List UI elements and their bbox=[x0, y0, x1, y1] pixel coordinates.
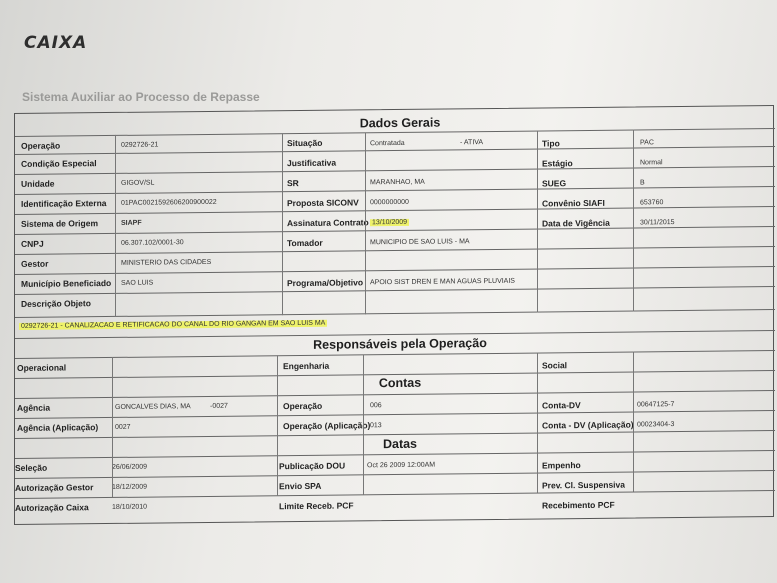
idext-value: 01PAC0021592606200900022 bbox=[121, 198, 217, 207]
selecao-label: Seleção bbox=[15, 462, 48, 473]
limite-label: Limite Receb. PCF bbox=[279, 500, 354, 512]
tomador-value: MUNICIPIO DE SAO LUIS - MA bbox=[370, 238, 470, 247]
section-datas: Datas bbox=[382, 436, 418, 452]
report-form bbox=[14, 105, 774, 525]
assinatura-date: 13/10/2009 bbox=[372, 218, 408, 227]
sisorig-label: Sistema de Origem bbox=[21, 218, 99, 229]
assinatura-value bbox=[370, 219, 409, 226]
autcaixa-label: Autorização Caixa bbox=[15, 502, 89, 513]
assinatura-label: Assinatura Contrato bbox=[287, 217, 369, 229]
sueg-value: B bbox=[640, 179, 645, 187]
section-responsaveis: Responsáveis pela Operação bbox=[313, 336, 487, 352]
siconv-label: Proposta SICONV bbox=[287, 197, 359, 209]
siconv-value: 0000000000 bbox=[370, 198, 409, 207]
programa-label: Programa/Objetivo bbox=[287, 277, 364, 289]
condicao-label: Condição Especial bbox=[21, 158, 97, 169]
gestor-label: Gestor bbox=[21, 258, 49, 269]
sisorig-value: SIAPF bbox=[121, 219, 142, 227]
descricao-label: Descrição Objeto bbox=[21, 298, 91, 309]
descricao-text: 0292726-21 - CANALIZACAO E RETIFICACAO DO CANAL DO RIO GANGAN EM SAO LUIS MA bbox=[21, 319, 326, 330]
pubdou-label: Publicação DOU bbox=[279, 460, 346, 472]
situacao-status: - ATIVA bbox=[460, 139, 484, 147]
selecao-value: 26/06/2009 bbox=[112, 463, 148, 471]
system-subtitle: Sistema Auxiliar ao Processo de Repasse bbox=[22, 90, 260, 104]
unidade-label: Unidade bbox=[21, 178, 55, 189]
prevcl-label: Prev. Cl. Suspensiva bbox=[542, 479, 625, 491]
recebimento-label: Recebimento PCF bbox=[542, 499, 615, 511]
contaapl-label: Conta - DV (Aplicação) bbox=[542, 419, 634, 431]
agencia-label: Agência bbox=[17, 402, 51, 413]
autgestor-label: Autorização Gestor bbox=[15, 482, 94, 493]
agapl-value: 0027 bbox=[115, 423, 131, 431]
sr-value: MARANHAO, MA bbox=[370, 178, 425, 187]
tipo-value: PAC bbox=[640, 139, 654, 147]
gestor-value: MINISTERIO DAS CIDADES bbox=[121, 258, 212, 267]
agencia-code: -0027 bbox=[210, 402, 228, 410]
descricao-value bbox=[19, 320, 327, 330]
autcaixa-value: 18/10/2010 bbox=[112, 503, 148, 511]
situacao-value: Contratada bbox=[370, 139, 405, 148]
pubdou-value: Oct 26 2009 12:00AM bbox=[367, 461, 436, 470]
contaapl-value: 00023404-3 bbox=[637, 421, 675, 429]
operacao-label: Operação bbox=[21, 140, 61, 151]
sueg-label: SUEG bbox=[542, 178, 567, 189]
estagio-label: Estágio bbox=[542, 158, 573, 169]
empenho-label: Empenho bbox=[542, 460, 581, 471]
idext-label: Identificação Externa bbox=[21, 198, 107, 209]
programa-value: APOIO SIST DREN E MAN AGUAS PLUVIAIS bbox=[370, 277, 515, 287]
contadv-value: 00647125-7 bbox=[637, 401, 675, 409]
enviospa-label: Envio SPA bbox=[279, 480, 322, 492]
section-dados-gerais: Dados Gerais bbox=[359, 115, 441, 131]
cnpj-value: 06.307.102/0001-30 bbox=[121, 239, 184, 247]
operacao-value: 0292726-21 bbox=[121, 141, 159, 149]
justificativa-label: Justificativa bbox=[287, 157, 337, 169]
situacao-label: Situação bbox=[287, 137, 323, 149]
vigencia-label: Data de Vigência bbox=[542, 217, 610, 229]
unidade-value: GIGOV/SL bbox=[121, 179, 155, 187]
agencia-value: GONCALVES DIAS, MA bbox=[115, 403, 191, 411]
municipio-value: SAO LUIS bbox=[121, 279, 154, 287]
opapl-value: 013 bbox=[370, 422, 382, 430]
tipo-label: Tipo bbox=[542, 138, 560, 149]
contas-operacao-label: Operação bbox=[283, 400, 323, 412]
social-label: Social bbox=[542, 360, 568, 371]
autgestor-value: 18/12/2009 bbox=[112, 483, 148, 491]
siafi-value: 653760 bbox=[640, 199, 664, 207]
contadv-label: Conta-DV bbox=[542, 400, 581, 411]
siafi-label: Convênio SIAFI bbox=[542, 197, 605, 209]
estagio-value: Normal bbox=[640, 159, 663, 167]
section-contas: Contas bbox=[378, 375, 422, 391]
vigencia-value: 30/11/2015 bbox=[640, 219, 675, 227]
caixa-logo: CAIXA bbox=[24, 33, 88, 53]
operacional-label: Operacional bbox=[17, 362, 67, 373]
sr-label: SR bbox=[287, 178, 299, 189]
tomador-label: Tomador bbox=[287, 237, 323, 249]
opapl-label: Operação (Aplicação) bbox=[283, 420, 371, 432]
contas-operacao-value: 006 bbox=[370, 402, 382, 410]
cnpj-label: CNPJ bbox=[21, 238, 44, 249]
engenharia-label: Engenharia bbox=[283, 360, 330, 372]
agapl-label: Agência (Aplicação) bbox=[17, 422, 99, 433]
municipio-label: Município Beneficiado bbox=[21, 277, 112, 289]
